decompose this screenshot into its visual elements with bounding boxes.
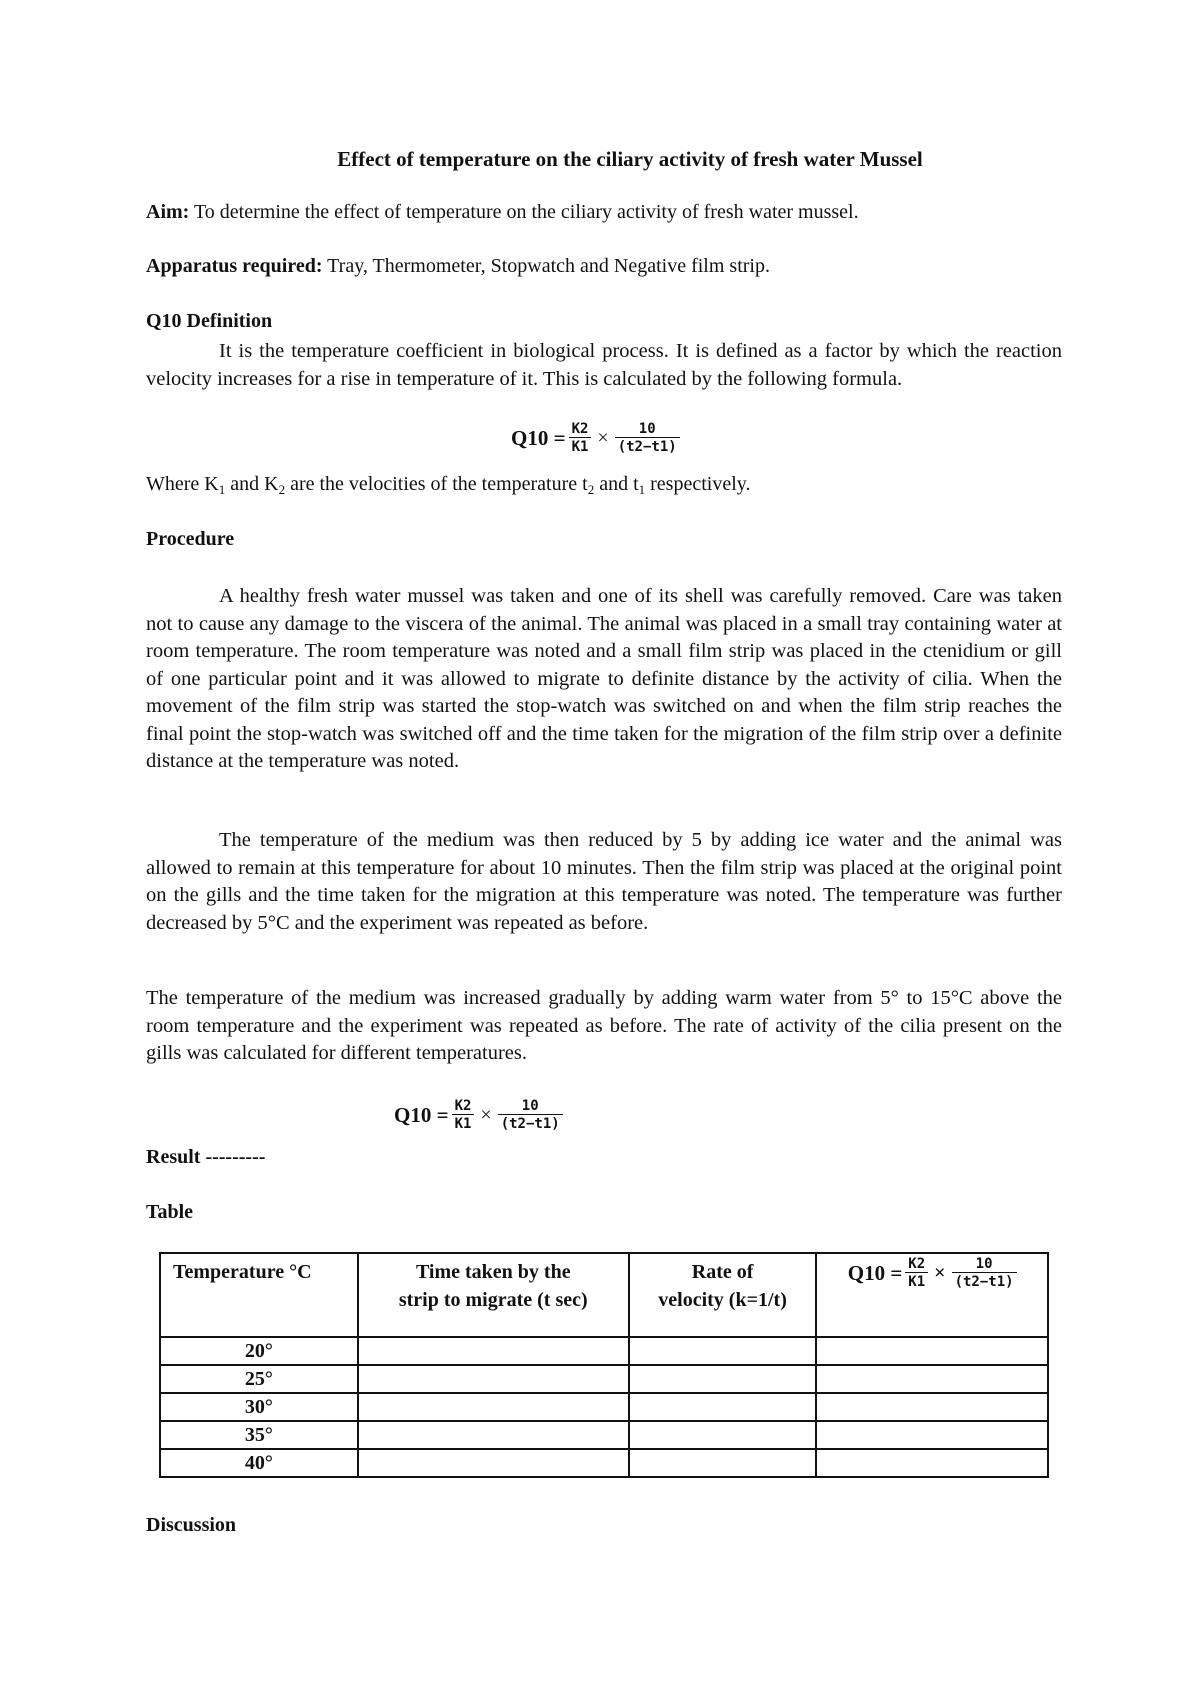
q10-definition-text: It is the temperature coefficient in biological process. It is defined as a factor by which the reaction velocity increases for a rise in temperature of it. This is calculated by the following formula.	[146, 340, 1062, 390]
q10-formula	[511, 421, 680, 455]
procedure-paragraph-3: The temperature of the medium was increased gradually by adding warm water from 5° to 15°C above the room temperature and the experiment was repeated as before. The rate of activity of the cilia present on the gills was calculated for different temperatures.	[146, 987, 1062, 1064]
rate-cell	[629, 1393, 816, 1421]
fraction-numerator: K2	[454, 1098, 472, 1114]
header-line: Time taken by the	[415, 1261, 571, 1283]
table-row	[160, 1365, 1048, 1393]
header-rate-of-velocity	[629, 1253, 816, 1337]
q10-cell	[816, 1421, 1048, 1449]
q10-cell	[816, 1365, 1048, 1393]
formula-lhs: Q10 =	[394, 1102, 449, 1127]
table-label: Table	[146, 1201, 194, 1223]
aim-text: To determine the effect of temperature on the ciliary activity of fresh water mussel.	[193, 201, 859, 223]
fraction-k	[452, 1098, 475, 1132]
time-cell	[358, 1393, 629, 1421]
where-text: respectively.	[645, 473, 751, 495]
temperature-cell: 30°	[160, 1393, 358, 1421]
fraction-denominator: (t2−t1)	[498, 1114, 563, 1132]
q10-cell	[816, 1449, 1048, 1477]
where-text: and t	[594, 473, 639, 495]
q10-formula-header	[848, 1256, 1017, 1290]
header-line: Rate of	[691, 1261, 754, 1283]
table-row	[160, 1421, 1048, 1449]
times-sign: ×	[480, 1103, 492, 1126]
fraction-t	[952, 1256, 1017, 1290]
apparatus-line	[146, 255, 770, 278]
table-row	[160, 1337, 1048, 1365]
aim-line	[146, 201, 859, 224]
subscript: 2	[587, 482, 595, 497]
q10-definition-heading: Q10 Definition	[146, 310, 273, 332]
times-sign: ×	[597, 426, 609, 449]
temperature-cell: 35°	[160, 1421, 358, 1449]
rate-cell	[629, 1449, 816, 1477]
header-line: strip to migrate (t sec)	[398, 1289, 588, 1311]
formula-lhs: Q10 =	[847, 1261, 903, 1285]
table-row	[160, 1393, 1048, 1421]
q10-cell	[816, 1337, 1048, 1365]
fraction-denominator: (t2−t1)	[952, 1272, 1017, 1290]
time-cell	[358, 1337, 629, 1365]
discussion-label: Discussion	[146, 1514, 237, 1536]
header-q10-formula	[816, 1253, 1048, 1337]
rate-cell	[629, 1421, 816, 1449]
fraction-numerator: 10	[975, 1256, 993, 1272]
result-label: Result ---------	[146, 1146, 266, 1168]
time-cell	[358, 1449, 629, 1477]
aim-label: Aim:	[146, 201, 190, 223]
time-cell	[358, 1365, 629, 1393]
subscript: 1	[218, 482, 226, 497]
temperature-cell: 25°	[160, 1365, 358, 1393]
fraction-t	[498, 1098, 563, 1132]
where-text: are the velocities of the temperature t	[285, 473, 588, 495]
fraction-t	[615, 421, 680, 455]
header-line: velocity (k=1/t)	[658, 1289, 787, 1311]
apparatus-text: Tray, Thermometer, Stopwatch and Negative film strip.	[327, 255, 770, 277]
q10-cell	[816, 1393, 1048, 1421]
where-text: and K	[225, 473, 279, 495]
where-text: Where K	[146, 473, 219, 495]
results-table	[159, 1252, 1049, 1478]
fraction-k	[905, 1256, 928, 1290]
fraction-denominator: K1	[569, 437, 592, 455]
header-time-taken	[358, 1253, 629, 1337]
subscript: 1	[638, 482, 646, 497]
fraction-denominator: K1	[905, 1272, 928, 1290]
rate-cell	[629, 1365, 816, 1393]
fraction-k	[569, 421, 592, 455]
fraction-numerator: K2	[908, 1256, 926, 1272]
subscript: 2	[278, 482, 286, 497]
fraction-numerator: 10	[521, 1098, 539, 1114]
fraction-denominator: (t2−t1)	[615, 437, 680, 455]
formula-lhs: Q10 =	[511, 425, 566, 450]
q10-formula-repeat	[394, 1098, 563, 1132]
fraction-numerator: 10	[638, 421, 656, 437]
table-row	[160, 1449, 1048, 1477]
temperature-cell: 20°	[160, 1337, 358, 1365]
table-header-row	[160, 1253, 1048, 1337]
where-line	[146, 473, 750, 498]
fraction-denominator: K1	[452, 1114, 475, 1132]
temperature-cell: 40°	[160, 1449, 358, 1477]
header-temperature: Temperature °C	[160, 1253, 358, 1337]
procedure-paragraph-2: The temperature of the medium was then reduced by 5 by adding ice water and the animal was allowed to remain at this temperature for about 10 minutes. Then the film strip was placed at the original point on the gills and the time taken for the migration at this temperature was noted. The temperature was further decreased by 5°C and the experiment was repeated as before.	[146, 829, 1062, 934]
procedure-paragraph-1: A healthy fresh water mussel was taken and one of its shell was carefully removed. Care was taken not to cause any damage to the viscera of the animal. The animal was placed in a small tray containing water at room temperature. The room temperature was noted and a small film strip was placed in the ctenidium or gill of one particular point and it was allowed to migrate to definite distance by the activity of cilia. When the movement of the film strip was started the stop-watch was switched on and when the film strip reaches the final point the stop-watch was switched off and the time taken for the migration of the film strip over a definite distance at the temperature was noted.	[146, 585, 1062, 772]
document-title: Effect of temperature on the ciliary activity of fresh water Mussel	[337, 147, 923, 171]
rate-cell	[629, 1337, 816, 1365]
time-cell	[358, 1421, 629, 1449]
fraction-numerator: K2	[571, 421, 589, 437]
procedure-heading: Procedure	[146, 528, 235, 550]
times-sign: ×	[934, 1262, 946, 1284]
apparatus-label: Apparatus required:	[146, 255, 323, 277]
